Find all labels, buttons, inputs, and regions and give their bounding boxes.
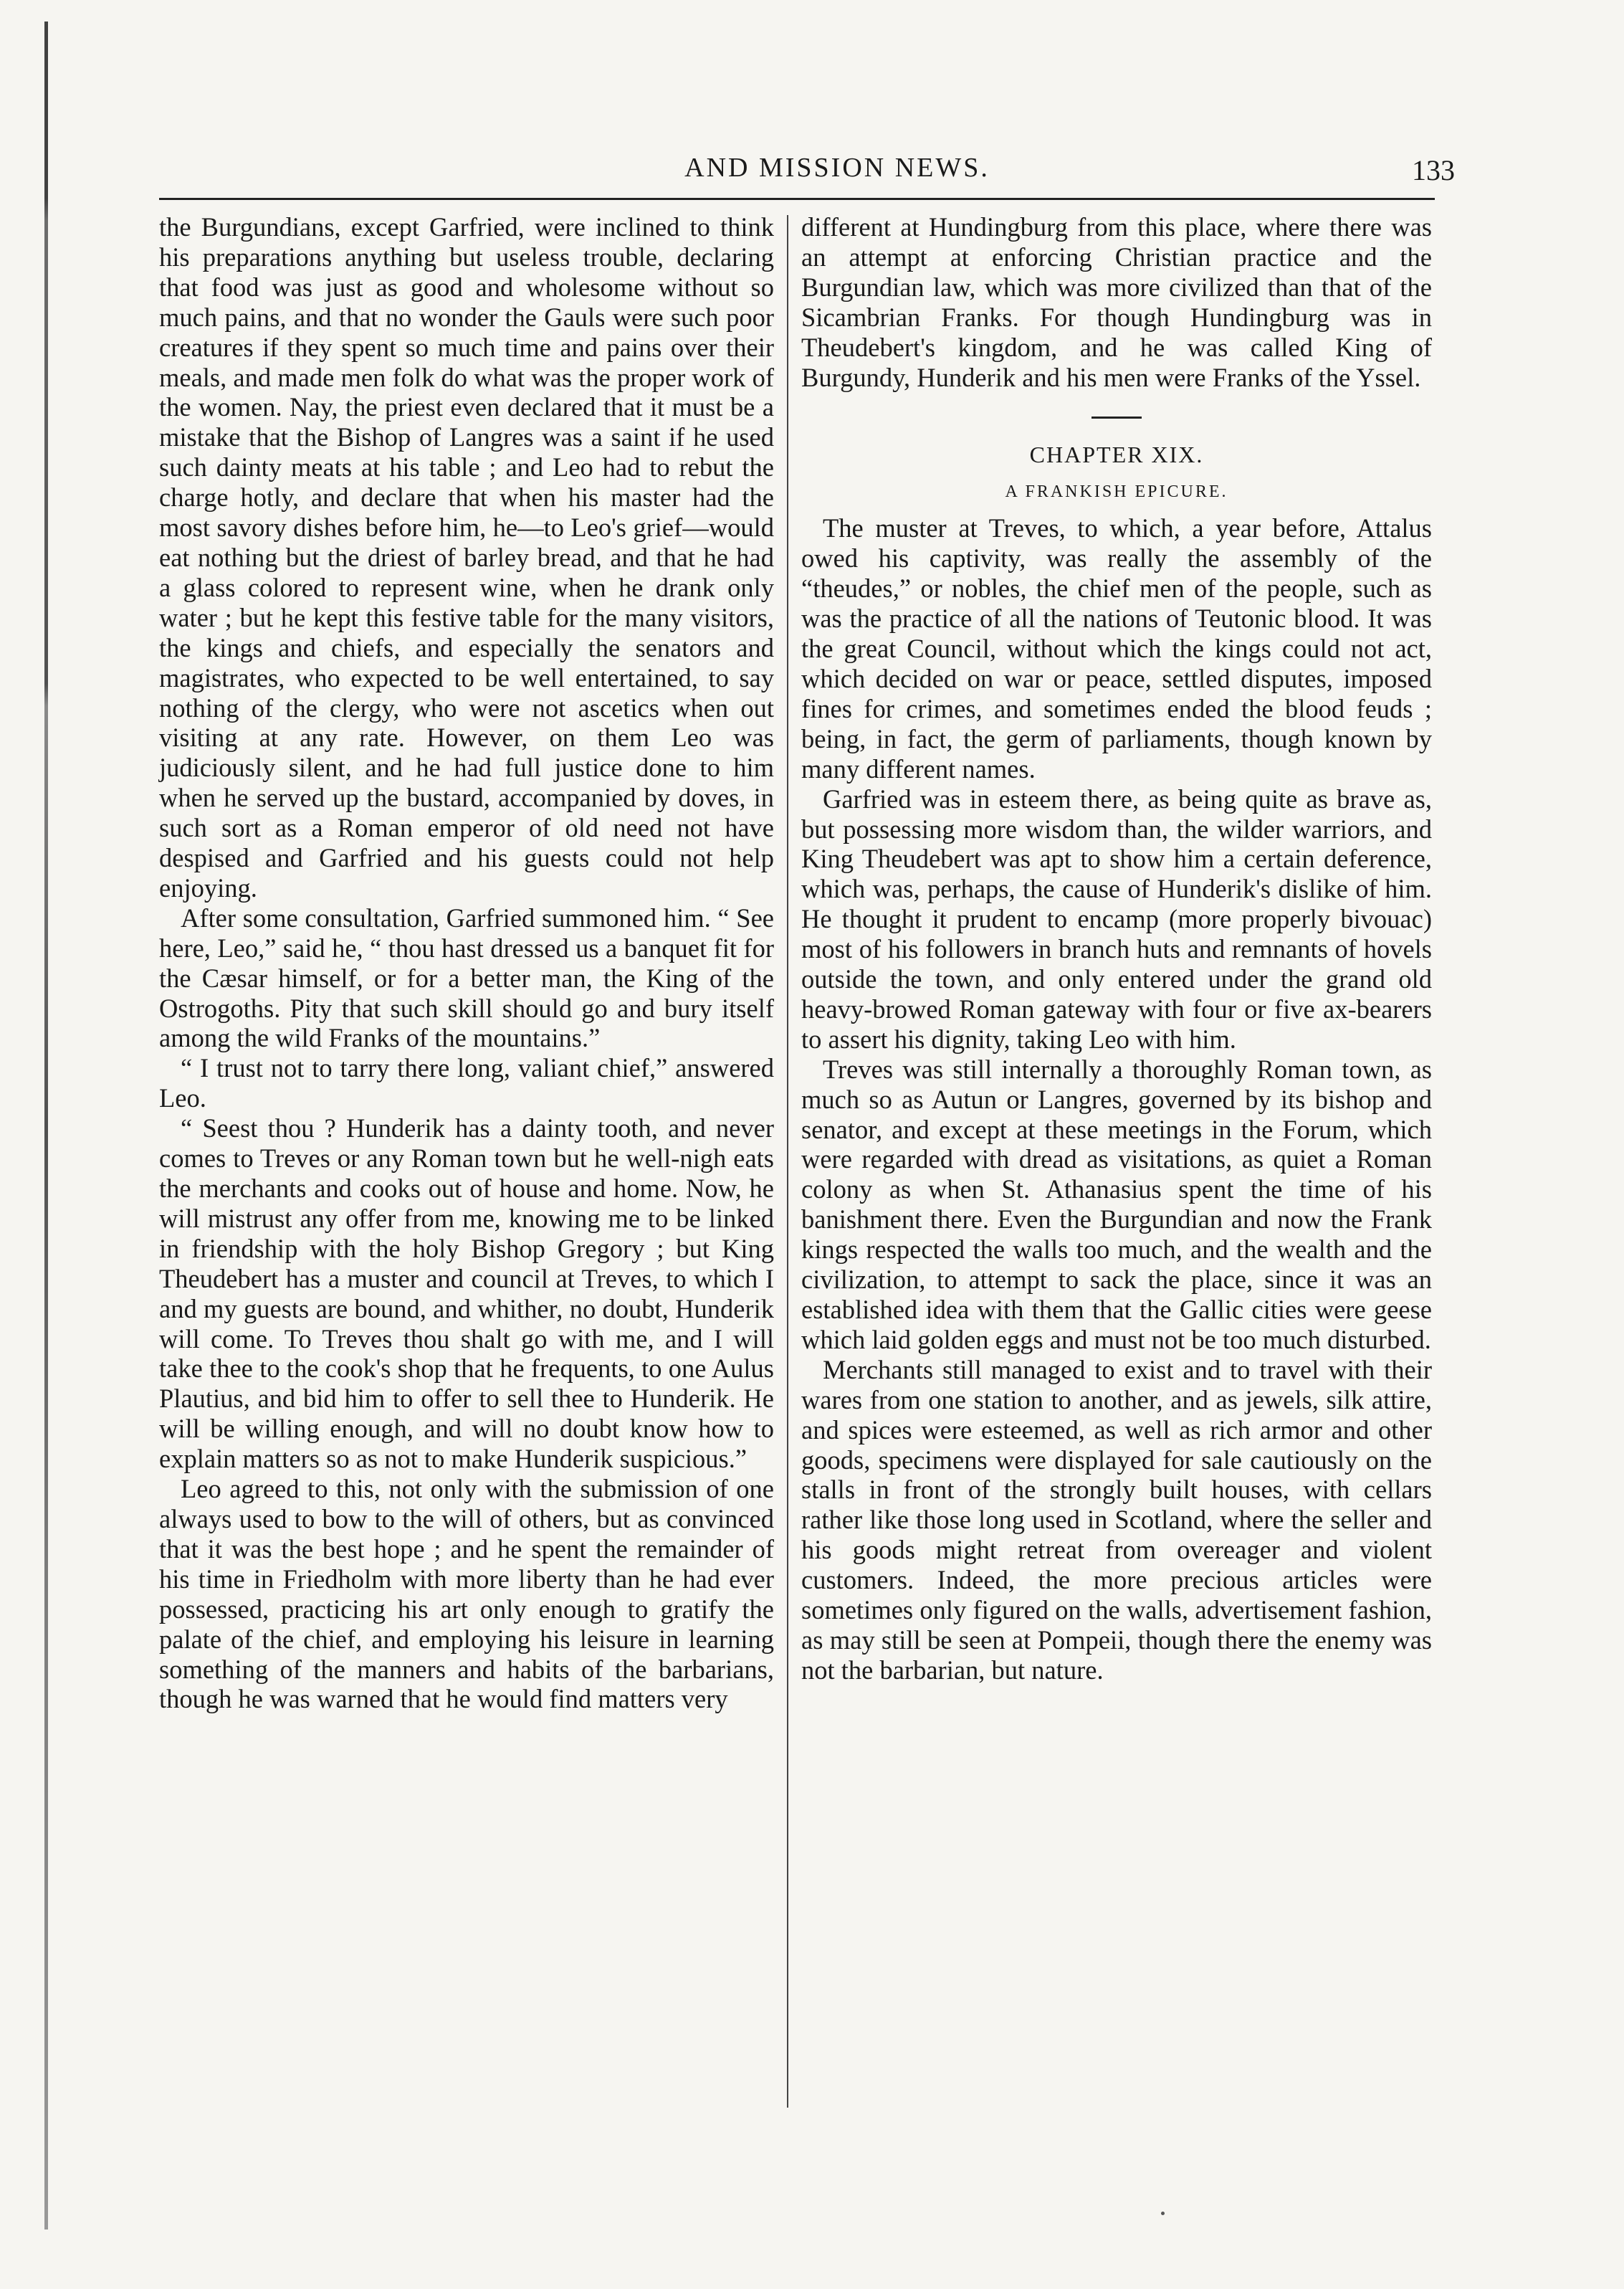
paragraph: Leo agreed to this, not only with the submission of one always used to bow to the will of others, but as convinced that it was the best hope ; and he spent the remainder of his time in Friedholm with more liberty than he had ever possessed, practicing his art only enough to gratify the palate of the chief, and employing his leisure in learning something of the manners and habits of the barbarians, though he was warned that he would find matters very [159,1474,774,1714]
paragraph: “ Seest thou ? Hunderik has a dainty tooth, and never comes to Treves or any Roman town but he well-nigh eats the merchants and cooks out of house and home. Now, he will mistrust any offer from me, knowing me to be linked in friendship with the holy Bishop Gregory ; but King Theudebert has a muster and council at Treves, to which I and my guests are bound, and whither, no doubt, Hunderik will come. To Treves thou shalt go with me, and I will take thee to the cook's shop that he frequents, to one Aulus Plautius, and bid him to offer to sell thee to Hunderik. He will be willing enough, and will no doubt know how to explain matters so as not to make Hunderik suspicious.” [159,1113,774,1474]
paragraph: Merchants still managed to exist and to travel with their wares from one station to another, and as jewels, silk attire, and spices were esteemed, as well as rich armor and other goods, specimens were displayed for sale cautiously on the stalls in front of the strongly built houses, with cellars rather like those long used in Scotland, where the seller and his goods might retreat from overeager and violent customers. Indeed, the more precious articles were sometimes only figured on the walls, advertisement fashion, as may still be seen at Pompeii, though there the enemy was not the barbarian, but nature. [801,1354,1432,1685]
print-speck [1161,2212,1165,2215]
right-column [801,212,1432,1685]
binding-edge-line [44,22,48,2229]
section-divider [1092,417,1142,419]
column-divider [787,215,788,2108]
running-head [0,152,1624,195]
page-number: 133 [1412,154,1455,186]
left-column [159,212,774,1714]
paragraph: Garfried was in esteem there, as being quite as brave as, but possessing more wisdom than, the wilder warriors, and King Theudebert was apt to show him a certain deference, which was, perhaps, the cause of Hunderik's dislike of him. He thought it prudent to encamp (more properly bivouac) most of his followers in branch huts and remnants of hovels outside the town, and only entered under the grand old heavy-browed Roman gateway with four or five ax-bearers to assert his dignity, taking Leo with him. [801,784,1432,1054]
paragraph: the Burgundians, except Garfried, were inclined to think his preparations anything but useless trouble, declaring that food was just as good and wholesome without so much pains, and that no wonder the Gauls were such poor creatures if they spent so much time and pains over their meals, and made men folk do what was the proper work of the women. Nay, the priest even declared that it must be a mistake that the Bishop of Langres was a saint if he used such dainty meats at his table ; and Leo had to rebut the charge hotly, and declare that when his master had the most savory dishes before him, he—to Leo's grief—would eat nothing but the driest of barley bread, and that he had a glass colored to represent wine, when he drank only water ; but he kept this festive table for the many visitors, the kings and chiefs, and especially the senators and magistrates, who expected to be well entertained, to say nothing of the clergy, who were not ascetics when out visiting at any rate. However, on them Leo was judiciously silent, and he had full justice done to him when he served up the bustard, accompanied by doves, in such sort as a Roman emperor of old need not have despised and Garfried and his guests could not help enjoying. [159,212,774,903]
header-rule [159,198,1435,200]
chapter-heading: CHAPTER XIX. [1029,442,1204,468]
paragraph: Treves was still internally a thoroughly Roman town, as much so as Autun or Langres, governed by its bishop and senator, and except at these meetings in the Forum, which were regarded with dread as visitations, as quiet a Roman colony as when St. Athanasius spent the time of his banishment there. Even the Burgundian and now the Frank kings respected the walls too much, and the wealth and the civilization, to attempt to sack the place, since it was an established idea with them that the Gallic cities were geese which laid golden eggs and must not be too much disturbed. [801,1054,1432,1354]
paragraph: The muster at Treves, to which, a year before, Attalus owed his captivity, was really the assembly of the “theudes,” or nobles, the chief men of the people, such as was the practice of all the nations of Teutonic blood. It was the great Council, without which the kings could not act, which decided on war or peace, settled disputes, imposed fines for crimes, and sometimes ended the blood feuds ; being, in fact, the germ of parliaments, though known by many different names. [801,513,1432,784]
chapter-subtitle: A FRANKISH EPICURE. [1005,482,1228,502]
paragraph: “ I trust not to tarry there long, valiant chief,” answered Leo. [159,1053,774,1113]
running-title: AND MISSION NEWS. [684,153,990,183]
paragraph: After some consultation, Garfried summoned him. “ See here, Leo,” said he, “ thou hast dressed us a banquet fit for the Cæsar himself, or for a better man, the King of the Ostrogoths. Pity that such skill should go and bury itself among the wild Franks of the mountains.” [159,903,774,1053]
paragraph: different at Hundingburg from this place, where there was an attempt at enforcing Christian practice and the Burgundian law, which was more civilized than that of the Sicambrian Franks. For though Hundingburg was in Theudebert's kingdom, and he was called King of Burgundy, Hunderik and his men were Franks of the Yssel. [801,212,1432,392]
